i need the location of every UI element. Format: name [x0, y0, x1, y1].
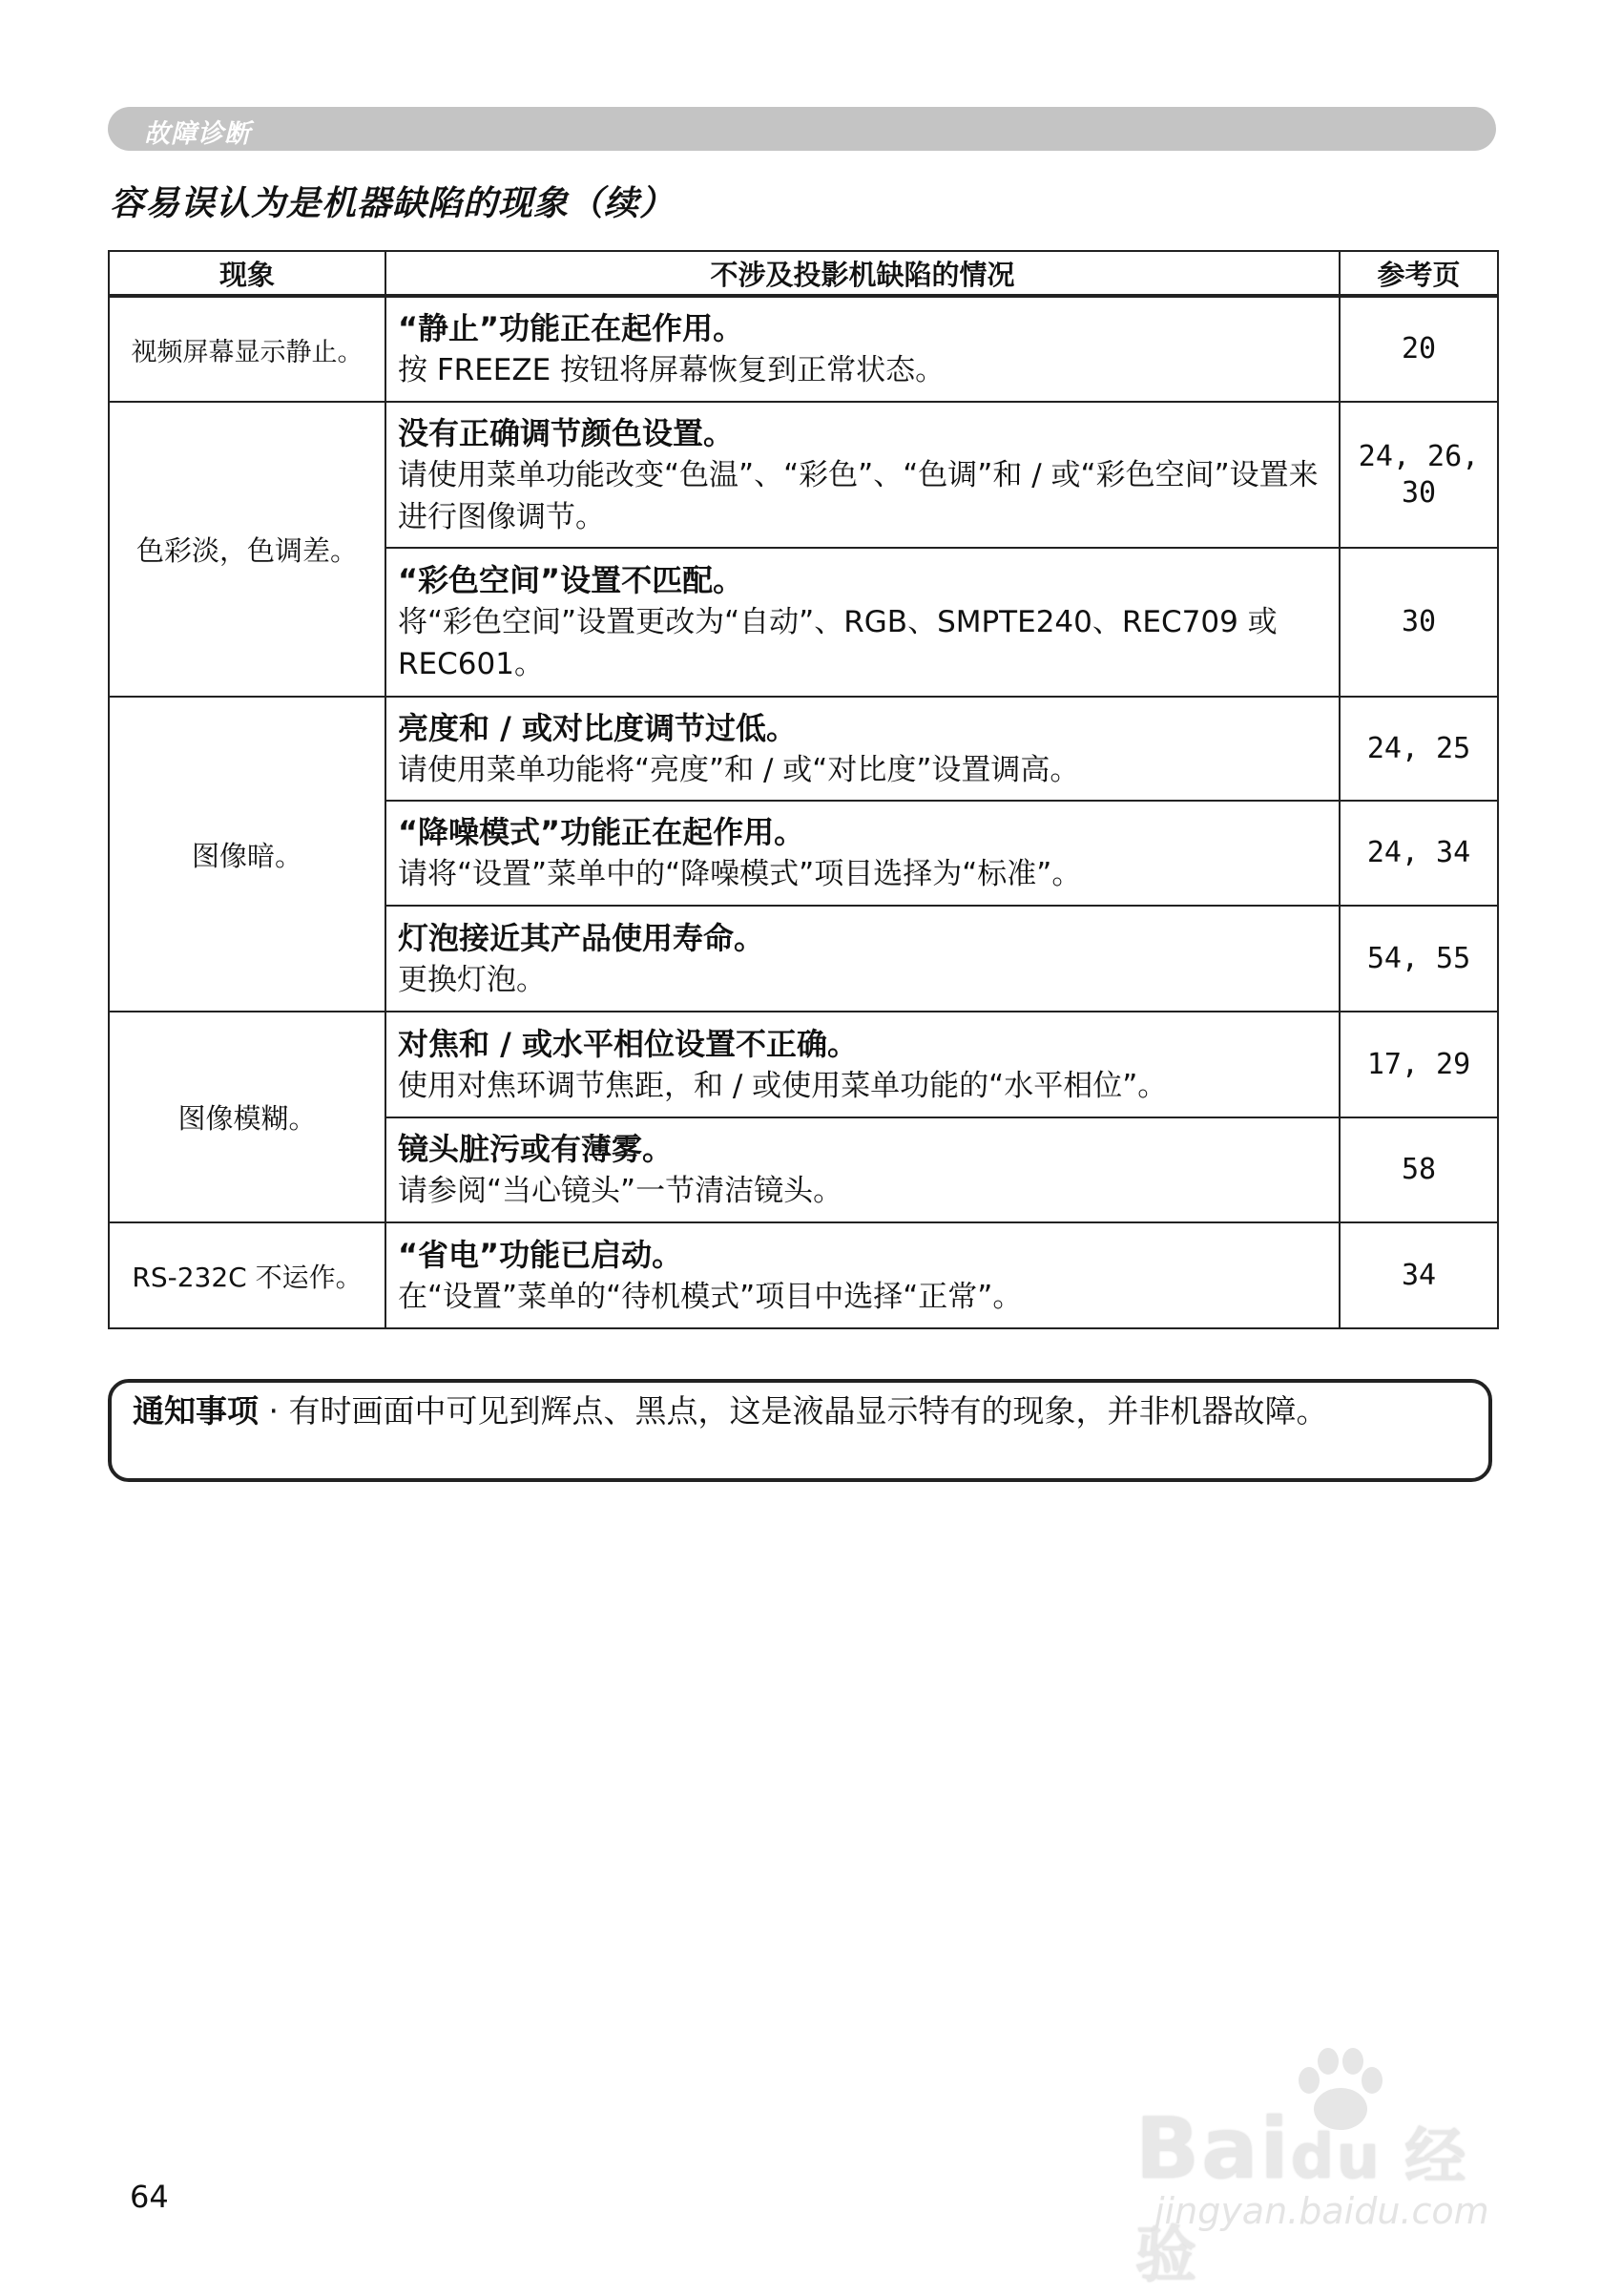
- condition-text: 请使用菜单功能将“亮度”和 / 或“对比度”设置调高。: [398, 752, 1080, 787]
- symptom-cell: 图像模糊。: [109, 1012, 385, 1222]
- table-row: [109, 1222, 1498, 1328]
- notice-box: [108, 1379, 1492, 1482]
- condition-text: 请参阅“当心镜头”一节清洁镜头。: [398, 1174, 843, 1208]
- condition-heading: “省电”功能已启动。: [398, 1236, 683, 1273]
- column-header-symptom: 现象: [109, 251, 385, 296]
- condition-cell: [385, 801, 1340, 906]
- reference-page: 24, 34: [1340, 801, 1498, 906]
- condition-heading: 亮度和 / 或对比度调节过低。: [398, 709, 797, 746]
- page-number: 64: [130, 2179, 169, 2215]
- condition-cell: [385, 1222, 1340, 1328]
- condition-text: 更换灯泡。: [398, 962, 546, 997]
- condition-text: 在“设置”菜单的“待机模式”项目中选择“正常”。: [398, 1279, 1023, 1314]
- table-header-row: [109, 251, 1498, 296]
- symptom-cell: 视频屏幕显示静止。: [109, 296, 385, 402]
- notice-content: [133, 1388, 1469, 1434]
- condition-cell: [385, 697, 1340, 801]
- troubleshooting-table: [108, 250, 1499, 1329]
- condition-cell: [385, 1012, 1340, 1117]
- condition-cell: [385, 906, 1340, 1012]
- condition-heading: “静止”功能正在起作用。: [398, 310, 744, 346]
- table-row: [109, 1012, 1498, 1117]
- reference-page: 54, 55: [1340, 906, 1498, 1012]
- condition-heading: 灯泡接近其产品使用寿命。: [398, 919, 765, 956]
- notice-label: 通知事项: [133, 1392, 259, 1430]
- condition-heading: 对焦和 / 或水平相位设置不正确。: [398, 1025, 858, 1062]
- table-row: [109, 296, 1498, 402]
- symptom-cell: RS-232C 不运作。: [109, 1222, 385, 1328]
- condition-cell: [385, 548, 1340, 697]
- condition-cell: [385, 296, 1340, 402]
- reference-page: 58: [1340, 1117, 1498, 1222]
- baidu-watermark: [1135, 2042, 1527, 2291]
- watermark-url: jingyan.baidu.com: [1154, 2190, 1489, 2232]
- table-row: [109, 697, 1498, 801]
- condition-cell: [385, 1117, 1340, 1222]
- reference-page: 20: [1340, 296, 1498, 402]
- watermark-brand: Baidu 经验: [1135, 2099, 1468, 2291]
- notice-text: · 有时画面中可见到辉点、黑点，这是液晶显示特有的现象，并非机器故障。: [268, 1392, 1328, 1430]
- symptom-cell: 图像暗。: [109, 697, 385, 1012]
- condition-text: 使用对焦环调节焦距，和 / 或使用菜单功能的“水平相位”。: [398, 1068, 1168, 1103]
- reference-page: 24, 26, 30: [1340, 402, 1498, 548]
- reference-page: 17, 29: [1340, 1012, 1498, 1117]
- condition-heading: “彩色空间”设置不匹配。: [398, 562, 744, 598]
- reference-page: 24, 25: [1340, 697, 1498, 801]
- condition-text: 按 FREEZE 按钮将屏幕恢复到正常状态。: [398, 353, 946, 387]
- condition-heading: “降噪模式”功能正在起作用。: [398, 814, 805, 850]
- symptom-cell: 色彩淡，色调差。: [109, 402, 385, 697]
- condition-heading: 没有正确调节颜色设置。: [398, 414, 735, 451]
- reference-page: 34: [1340, 1222, 1498, 1328]
- column-header-situation: 不涉及投影机缺陷的情况: [385, 251, 1340, 296]
- column-header-page: 参考页: [1340, 251, 1498, 296]
- reference-page: 30: [1340, 548, 1498, 697]
- condition-text: 请将“设置”菜单中的“降噪模式”项目选择为“标准”。: [398, 857, 1082, 891]
- condition-heading: 镜头脏污或有薄雾。: [398, 1131, 674, 1167]
- table-row: [109, 402, 1498, 548]
- page-title: 容易误认为是机器缺陷的现象（续）: [110, 184, 676, 223]
- condition-text: 将“彩色空间”设置更改为“自动”、RGB、SMPTE240、REC709 或 REC601。: [398, 605, 1278, 681]
- condition-text: 请使用菜单功能改变“色温”、“彩色”、“色调”和 / 或“彩色空间”设置来进行图像调节。: [398, 457, 1319, 534]
- condition-cell: [385, 402, 1340, 548]
- section-header-label: 故障诊断: [144, 119, 251, 149]
- section-header-bar: [108, 107, 1496, 151]
